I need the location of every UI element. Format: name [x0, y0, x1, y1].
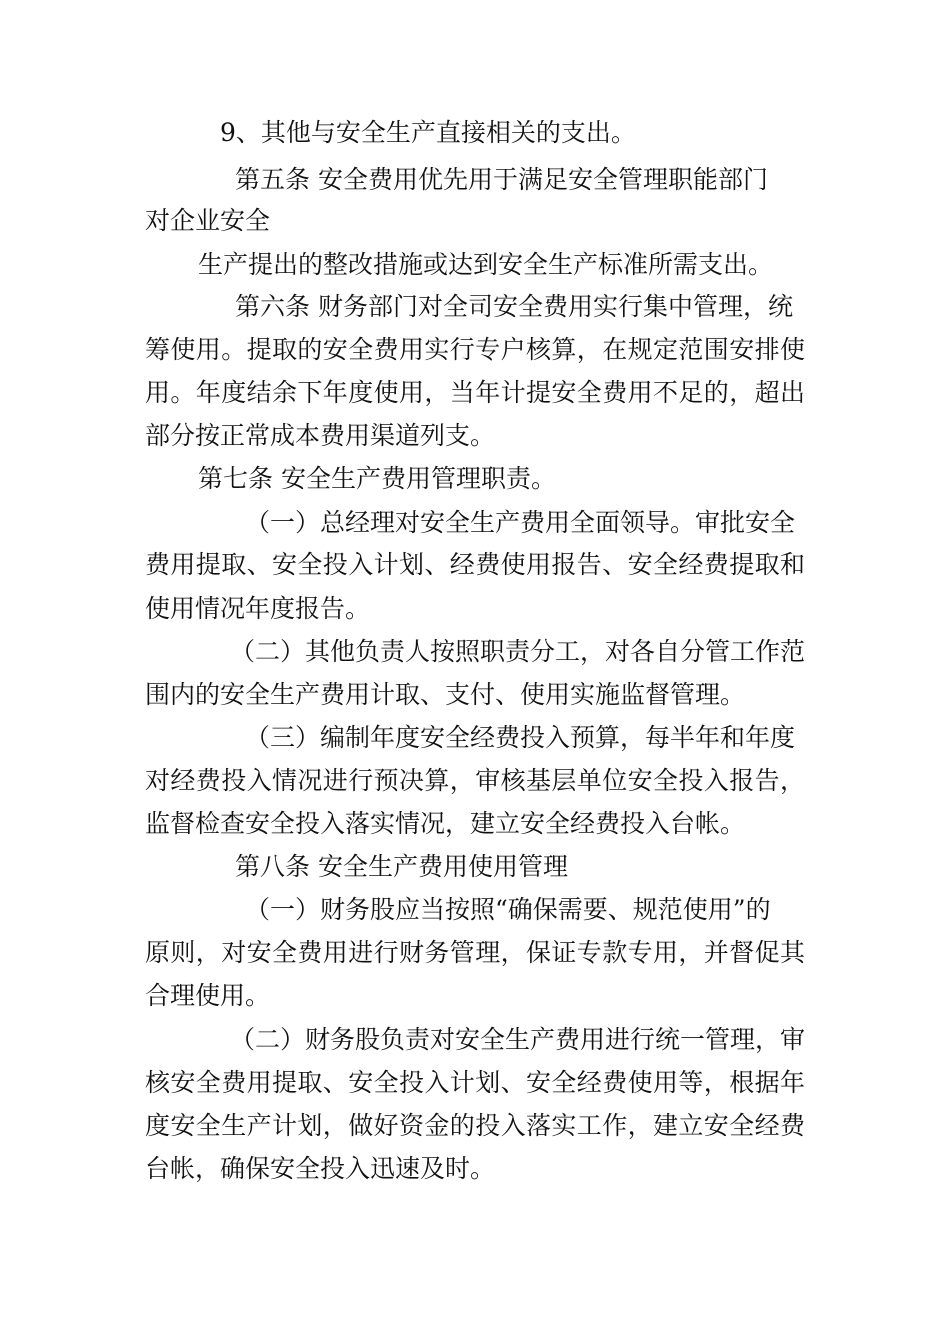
text-line-18: 第八条 安全生产费用使用管理	[235, 852, 568, 881]
text-line-14: 围内的安全生产费用计取、支付、使用实施监督管理。	[145, 680, 746, 709]
text-line-7: 用。年度结余下年度使用，当年计提安全费用不足的，超出	[145, 378, 805, 407]
text-line-19: （一）财务股应当按照“确保需要、规范使用”的	[245, 895, 771, 924]
text-line-10: （一）总经理对安全生产费用全面领导。审批安全	[245, 508, 796, 537]
text-line-1: 9、其他与安全生产直接相关的支出。	[220, 118, 636, 147]
text-line-24: 度安全生产计划，做好资金的投入落实工作，建立安全经费	[145, 1111, 805, 1140]
text-line-2: 第五条 安全费用优先用于满足安全管理职能部门	[235, 165, 768, 194]
text-line-9: 第七条 安全生产费用管理职责。	[198, 464, 556, 493]
text-line-17: 监督检查安全投入落实情况，建立安全经费投入台帐。	[145, 809, 746, 838]
text-line-11: 费用提取、安全投入计划、经费使用报告、安全经费提取和	[145, 550, 805, 579]
text-line-25: 台帐，确保安全投入迅速及时。	[145, 1154, 496, 1183]
text-line-8: 部分按正常成本费用渠道列支。	[145, 421, 496, 450]
text-line-15: （三）编制年度安全经费投入预算，每半年和年度	[245, 723, 796, 752]
text-line-22: （二）财务股负责对安全生产费用进行统一管理，审	[230, 1025, 806, 1054]
text-line-4: 生产提出的整改措施或达到安全生产标准所需支出。	[198, 250, 774, 279]
text-line-23: 核安全费用提取、安全投入计划、安全经费使用等，根据年	[145, 1068, 805, 1097]
text-line-5: 第六条 财务部门对全司安全费用实行集中管理，统	[235, 292, 793, 321]
text-line-6: 筹使用。提取的安全费用实行专户核算，在规定范围安排使	[145, 335, 805, 364]
text-line-3: 对企业安全	[145, 206, 271, 235]
text-line-13: （二）其他负责人按照职责分工，对各自分管工作范	[230, 637, 806, 666]
text-line-12: 使用情况年度报告。	[145, 594, 371, 623]
text-line-16: 对经费投入情况进行预决算，审核基层单位安全投入报告，	[145, 766, 805, 795]
text-line-21: 合理使用。	[145, 981, 271, 1010]
text-line-20: 原则，对安全费用进行财务管理，保证专款专用，并督促其	[145, 938, 805, 967]
